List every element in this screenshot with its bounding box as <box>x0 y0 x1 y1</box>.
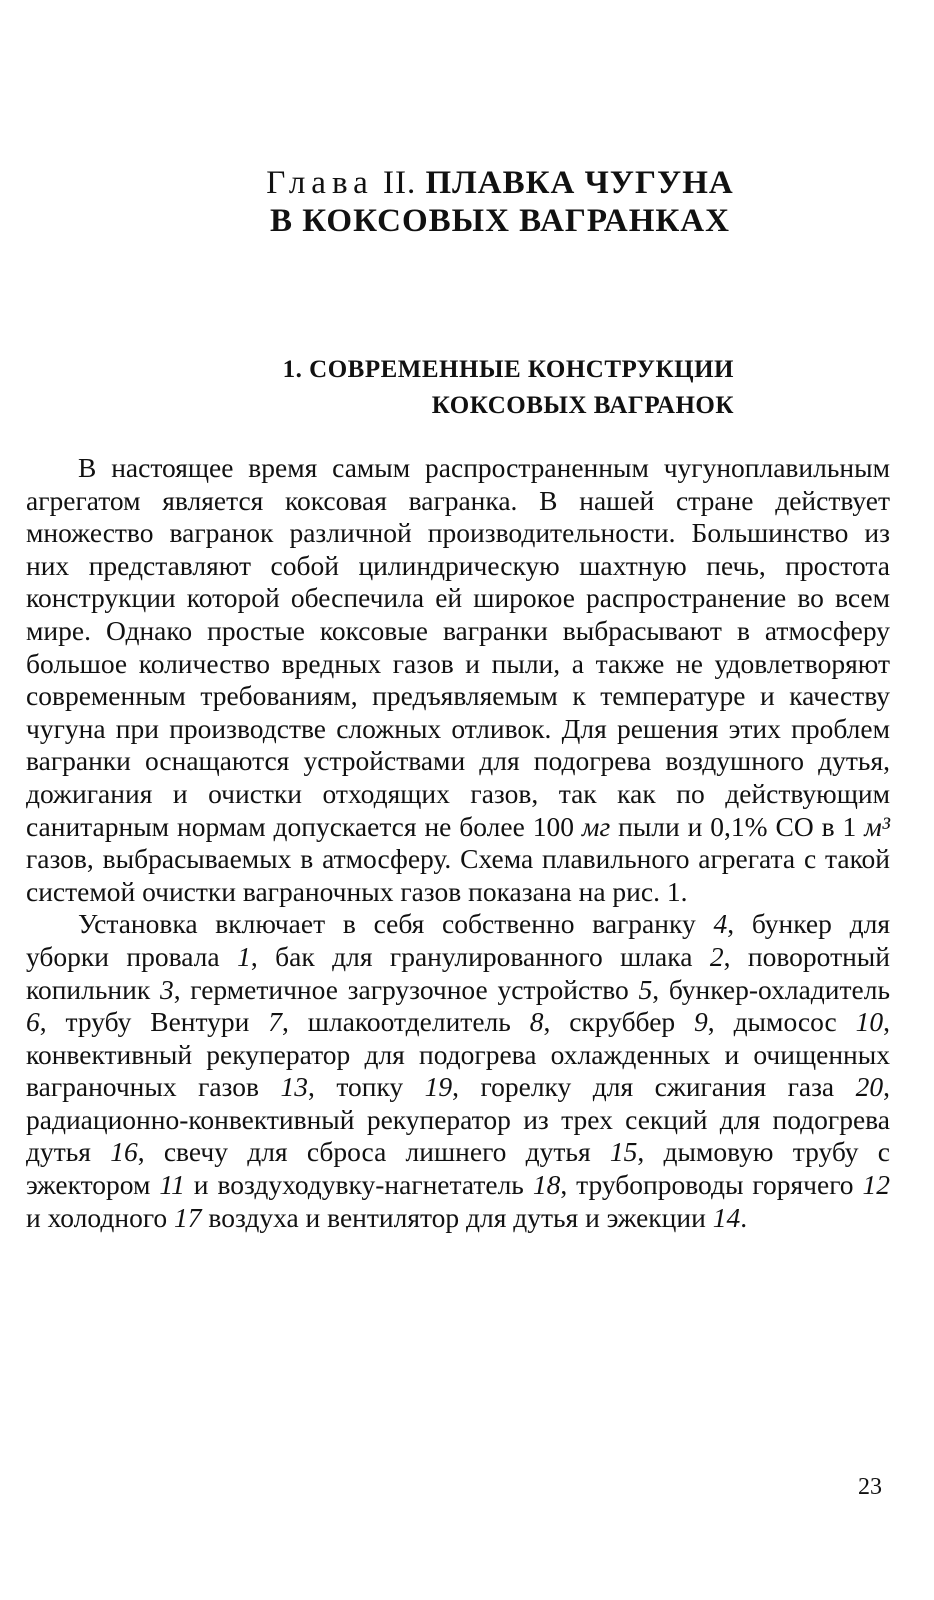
ref-number: 15 <box>609 1136 638 1168</box>
ref-number: 20 <box>855 1071 884 1103</box>
chapter-heading <box>200 164 800 240</box>
text-run: газов, выбрасываемых в атмосферу. Схема плавильного агрегата с такой системой очистки ваграночных газов показана на рис. 1. <box>26 843 890 907</box>
page-number: 23 <box>858 1474 882 1500</box>
ref-number: 4 <box>713 908 728 940</box>
ref-number: 19 <box>424 1071 453 1103</box>
ref-number: 16 <box>110 1136 138 1168</box>
text-run: , шлакоотделитель <box>282 1006 530 1038</box>
section-heading <box>200 352 754 424</box>
text-run: , конвективный рекуператор для подогрева охлажденных и очищенных ваграночных газов <box>26 1006 890 1103</box>
ref-number: 12 <box>862 1169 890 1201</box>
ref-number: 14 <box>712 1201 741 1233</box>
text-run: и воздуходувку-нагнетатель <box>184 1169 533 1201</box>
chapter-title-line1: ПЛАВКА ЧУГУНА <box>425 165 734 201</box>
paragraph-1 <box>26 452 890 908</box>
text-run: , герметичное загрузочное устройство <box>173 973 639 1005</box>
ref-number: 8 <box>529 1006 544 1038</box>
ref-number: 5 <box>638 973 653 1005</box>
ref-number: 7 <box>268 1006 283 1038</box>
text-run: , трубопроводы горячего <box>560 1169 863 1201</box>
text-run: воздуха и вентилятор для дутья и эжекции <box>201 1201 713 1233</box>
text-run: , горелку для сжигания газа <box>452 1071 856 1103</box>
text-run: , дымовую трубу с эжектором <box>26 1136 890 1201</box>
ref-number: 1 <box>237 940 251 972</box>
paragraph-2 <box>26 908 890 1234</box>
chapter-number: II. <box>383 165 417 201</box>
chapter-label: Глава <box>266 165 374 201</box>
text-run: , поворотный копильник <box>26 940 891 1005</box>
ref-number: 18 <box>532 1169 561 1201</box>
ref-number: 9 <box>694 1006 708 1038</box>
text-run: , бункер-охладитель <box>652 973 890 1005</box>
body-text <box>26 452 890 1234</box>
chapter-heading-line1 <box>200 164 800 202</box>
unit-mg: мг <box>581 810 611 842</box>
unit-m3: м³ <box>864 810 890 842</box>
text-run: пыли и 0,1% СО в 1 <box>610 810 865 842</box>
text-run: , дымосос <box>707 1006 856 1038</box>
ref-number: 6 <box>26 1006 40 1038</box>
text-run: , бункер для уборки провала <box>26 908 890 972</box>
ref-number: 11 <box>159 1169 185 1201</box>
text-run: В настоящее время самым распространенным чугуноплавильным агрегатом является коксовая вагранка. В нашей стране действует множество вагранок различной производительности. Большинство из них представляют собой цилиндрическую шахтную печь, простота конструкции которой обеспечила ей широкое распространение во всем мире. Однако простые коксовые вагранки выбрасывают в атмосферу большое количество вредных газов и пыли, а также не удовлетворяют современным требованиям, предъявляемым к температуре и качеству чугуна при производстве сложных отливок. Для решения этих проблем вагранки оснащаются устройствами для подогрева воздушного дутья, дожигания и очистки отходящих газов, так как по действующим санитарным нормам допускается не более 100 <box>26 452 890 842</box>
text-run: , трубу Вентури <box>39 1006 269 1038</box>
text-run: Установка включает в себя собственно вагранку <box>78 908 714 940</box>
chapter-title-line2: В КОКСОВЫХ ВАГРАНКАХ <box>270 203 730 239</box>
text-run: . <box>740 1201 748 1233</box>
ref-number: 13 <box>280 1071 308 1103</box>
section-heading-line1: 1. СОВРЕМЕННЫЕ КОНСТРУКЦИИ <box>282 356 734 383</box>
chapter-heading-line2 <box>200 202 800 240</box>
text-run: , радиационно-конвективный рекуператор из трех секций для подогрева дутья <box>26 1071 890 1168</box>
ref-number: 17 <box>174 1201 202 1233</box>
ref-number: 10 <box>855 1006 884 1038</box>
text-run: , скруббер <box>543 1006 695 1038</box>
section-heading-line2: КОКСОВЫХ ВАГРАНОК <box>431 392 734 419</box>
text-run: и холодного <box>26 1201 175 1233</box>
ref-number: 3 <box>159 973 174 1005</box>
ref-number: 2 <box>709 940 724 972</box>
text-run: , бак для гранулированного шлака <box>250 940 710 972</box>
text-run: , свечу для сброса лишнего дутья <box>137 1136 610 1168</box>
text-run: , топку <box>307 1071 425 1103</box>
